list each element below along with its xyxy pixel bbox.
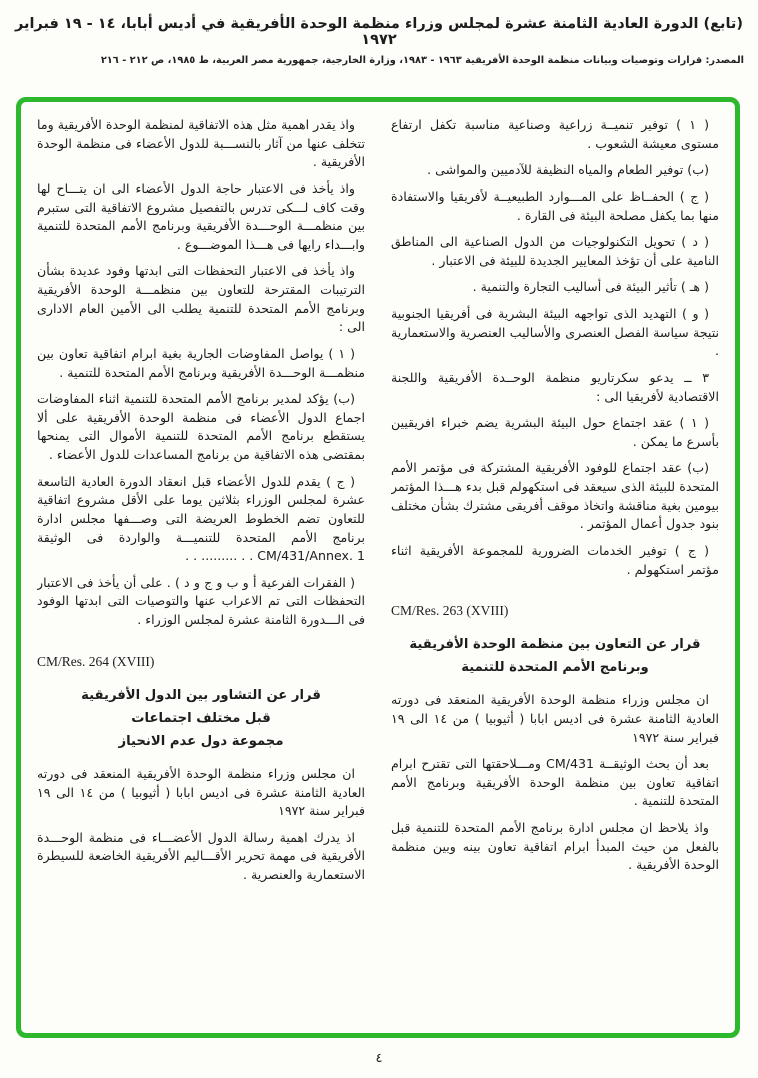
resolution-ref: CM/Res. 264 (XVIII) — [37, 653, 155, 669]
paragraph: ( ج ) توفير الخدمات الضرورية للمجموعة الأفريقية اثناء مؤتمر استكهولم . — [391, 542, 719, 577]
paragraph: ( د ) تحويل التكنولوجيات من الدول الصناعية الى المناطق النامية على أن تؤخذ المعايير الجديدة للبيئة فى الاعتبار . — [391, 234, 719, 268]
resolution-title-line: وبرنامج الأمم المتحدة للتنمية — [461, 660, 649, 676]
green-frame — [16, 97, 740, 1038]
paragraph: ( الفقرات الفرعية أ و ب و ج و د ) . على أن يأخذ فى الاعتبار التحفظات التى تم الاعراب عنها والتوصيات التى ابدتها الوفود فى الـــدورة الثامنة عشرة لمجلس الوزراء . — [37, 574, 365, 627]
paragraph: واذ يأخذ فى الاعتبار حاجة الدول الأعضاء الى ان يتـــاح لها وقت كاف لـــكى تدرس بالتفصيل مشروع الاتفاقية التى ستبرم بين منظمـــة الوحـــدة الأفريقية وبرنامج الأمم المتحدة للتنمية وابـــداء رايها فى هـــذا الموضـــوع . — [37, 180, 365, 252]
resolution-title-line: قرار عن التعاون بين منظمة الوحدة الأفريقية — [409, 637, 701, 653]
right-column — [391, 116, 719, 1025]
resolution-title-line: قرار عن التشاور بين الدول الأفريقية — [81, 687, 321, 703]
paragraph: ( هـ ) تأثير البيئة فى أساليب التجارة والتنمية . — [472, 279, 709, 295]
resolution-title — [43, 684, 359, 753]
paragraph: (ب) توفير الطعام والمياه النظيفة للآدميين والمواشى . — [427, 162, 709, 178]
left-column — [37, 116, 365, 1025]
paragraph: ( و ) التهديد الذى تواجهه البيئة البشرية فى أفريقيا الجنوبية نتيجة سياسة الفصل العنصرى والأساليب العنصرية والاستعمارية . — [391, 306, 719, 359]
resolution-title-line: مجموعة دول عدم الانحياز — [118, 733, 284, 749]
paragraph: ٣ ــ يدعو سكرتاريو منظمة الوحــدة الأفريقية واللجنة الاقتصادية لأفريقيا الى : — [391, 369, 719, 404]
page-header — [0, 0, 758, 66]
paragraph: واذ يقدر اهمية مثل هذه الاتفاقية لمنظمة الوحدة الأفريقية وما تتخلف عنها من آثار بالنســـبة للدول الأعضاء فى منظمة الوحدة الأفريقية . — [37, 117, 365, 170]
paragraph: ( ١ ) يواصل المفاوضات الجارية بغية ابرام اتفاقية تعاون بين منظمـــة الوحـــدة الأفريقية وبرنامج الأمم المتحدة للتنمية . — [37, 345, 365, 380]
header-source: المصدر: قرارات وتوصيات وبيانات منظمة الوحدة الأفريقية ١٩٦٣ - ١٩٨٣، وزارة الخارجية، جمهورية مصر العربية، ط ١٩٨٥، ص ٢١٢ - ٢١٦ — [100, 55, 744, 66]
resolution-ref: CM/Res. 263 (XVIII) — [391, 603, 509, 619]
paragraph: (ب) عقد اجتماع للوفود الأفريقية المشتركة فى مؤتمر الأمم المتحدة للبيئة الذى سيعقد فى استكهولم قبل بدء هـــذا المؤتمر بيومين بغية مناقشة واتخاذ موقف أفريقى مشترك بشأن مختلف بنود جدول أعمال المؤتمر . — [391, 460, 719, 532]
paragraph: (ب) يؤكد لمدير برنامج الأمم المتحدة للتنمية اثناء المفاوضات اجماع الدول الأعضاء فى منظمة الوحدة الأفريقية على ألا يستقطع برنامج الأمم المتحدة للتنمية الأموال التى يمنحها بمقتضى هذه الاتفاقية من برنامج المساعدات للدول الأعضاء . — [37, 391, 365, 462]
paragraph: واذ يلاحظ ان مجلس ادارة برنامج الأمم المتحدة للتنمية قبل بالفعل من حيث المبدأ ابرام اتفاقية تعاون بينه وبين منظمة الوحدة الأفريقية . — [391, 820, 719, 873]
resolution-title — [397, 633, 713, 679]
paragraph: ( ١ ) توفير تنميــة زراعية وصناعية مناسبة تكفل ارتفاع مستوى معيشة الشعوب . — [391, 117, 719, 151]
paragraph: واذ يأخذ فى الاعتبار التحفظات التى ابدتها وفود عديدة بشأن الترتيبات المقترحة للتعاون بين منظمـــة الوحدة الأفريقية وبرنامج الأمم المتحدة للتنمية يطلب الى الأمين العام الادارى الى : — [37, 263, 365, 335]
paragraph: اذ يدرك اهمية رسالة الدول الأعضـــاء فى منظمة الوحـــدة الأفريقية فى مهمة تحرير الأقـــاليم الأفريقية الخاضعة للسيطرة الاستعمارية والعنصرية . — [37, 829, 365, 882]
paragraph: ( ج ) الحفــاظ على المـــوارد الطبيعيــة لأفريقيا والاستفادة منها بما يكفل مصلحة البيئة فى القارة . — [391, 188, 719, 223]
paragraph: ان مجلس وزراء منظمة الوحدة الأفريقية المنعقد فى دورته العادية الثامنة عشرة فى اديس ابابا ( أثيوبيا ) من ١٤ الى ١٩ فبراير سنة ١٩٧٢ — [391, 692, 719, 745]
paragraph: ( ١ ) عقد اجتماع حول البيئة البشرية يضم خبراء افريقيين بأسرع ما يمكن . — [391, 415, 719, 449]
resolution-title-line: قبل مختلف اجتماعات — [131, 710, 271, 726]
page-number: ٤ — [375, 1051, 383, 1066]
header-title: (تابع) الدورة العادية الثامنة عشرة لمجلس وزراء منظمة الوحدة الأفريقية في أديس أبابا، ١٤ - ١٩ فبراير ١٩٧٢ — [14, 16, 743, 48]
paragraph: ( ج ) يقدم للدول الأعضاء قبل انعقاد الدورة العادية التاسعة عشرة لمجلس الوزراء بثلاثين يوما على الأقل مشروع اتفاقية للتعاون تضم الخطوط العريضة التى وصـــفها مجلس ادارة برنامج الأمم المتحدة للتنميـــة والواردة فى الوثيقة CM/431/Annex. 1 . . ......... . . — [37, 473, 365, 564]
paragraph: ان مجلس وزراء منظمة الوحدة الأفريقية المنعقد فى دورته العادية الثامنة عشرة فى اديس ابابا ( أثيوبيا ) من ١٤ الى ١٩ فبراير سنة ١٩٧٢ — [37, 765, 365, 819]
text-columns — [37, 116, 719, 1025]
paragraph: بعد أن بحث الوثيقــة CM/431 ومـــلاحقتها التى تقترح ابرام اتفاقية تعاون بين منظمة الوحدة الأفريقية وبرنامج الأمم المتحدة للتنمية . — [391, 756, 719, 809]
